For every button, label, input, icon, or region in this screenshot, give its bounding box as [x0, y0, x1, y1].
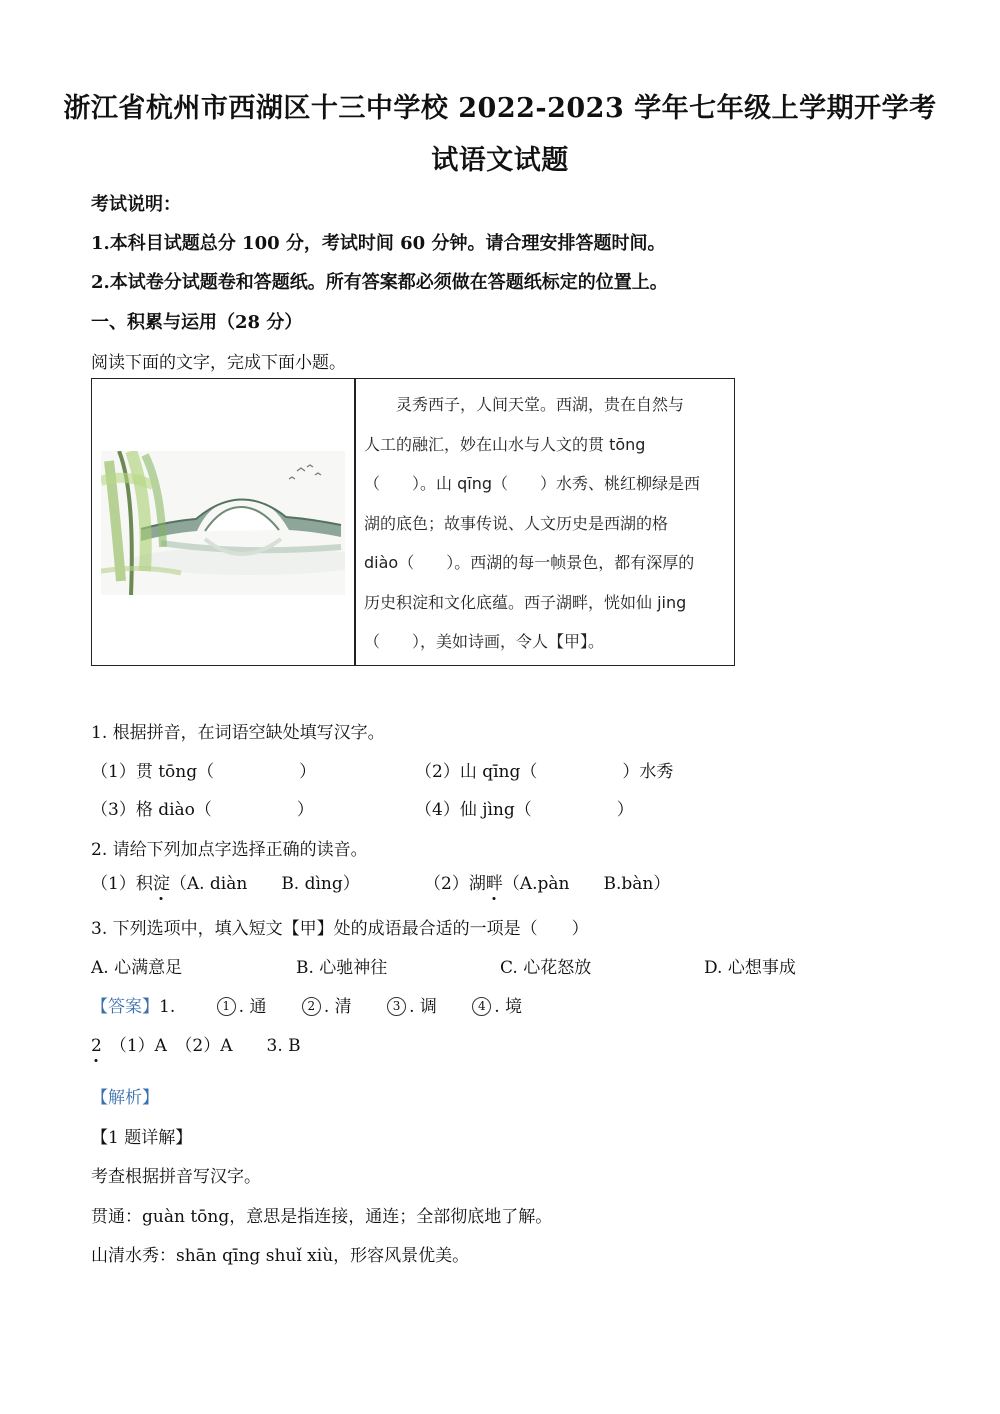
answer-value-1: . 通 — [238, 997, 267, 1017]
instruction-item-1: 1.本科目试题总分 100 分，考试时间 60 分钟。请合理安排答题时间。 — [91, 233, 666, 254]
answer-circle-3: 3 — [387, 997, 406, 1016]
passage-line: 湖的底色；故事传说、人文历史是西湖的格 — [364, 513, 669, 533]
passage-line: 历史积淀和文化底蕴。西子湖畔，恍如仙 jing — [364, 592, 687, 612]
answer-line2-text: （1）A （2）A 3. B — [109, 1036, 301, 1056]
passage-line: diào（ ）。西湖的每一帧景色，都有深厚的 — [364, 553, 695, 572]
passage-line: （ ），美如诗画，令人【甲】。 — [364, 632, 605, 651]
section1-intro: 阅读下面的文字，完成下面小题。 — [91, 353, 346, 373]
question-1-item-4: （4）仙 jìng（ ） — [415, 800, 634, 820]
question-1-stem: 1. 根据拼音，在词语空缺处填写汉字。 — [91, 723, 385, 743]
document-title-line1: 浙江省杭州市西湖区十三中学校 2022-2023 学年七年级上学期开学考 — [63, 93, 937, 124]
passage-text — [364, 393, 724, 670]
answer-line-2 — [91, 1031, 301, 1056]
answer-line2-number: 2 — [91, 1036, 102, 1056]
analysis-paragraph-2: 贯通：guàn tōng，意思是指连接，通连；全部彻底地了解。 — [91, 1207, 553, 1227]
passage-line: 人工的融汇，妙在山水与人文的贯 tōng — [364, 434, 646, 454]
passage-divider — [354, 379, 356, 665]
instructions-heading: 考试说明： — [91, 194, 181, 215]
question-1-item-3: （3）格 diào（ ） — [91, 800, 314, 820]
question-3-option-b: B. 心驰神往 — [296, 958, 388, 978]
answer-circle-1: 1 — [217, 997, 236, 1016]
answer-value-4: . 境 — [494, 997, 523, 1017]
answer-circle-4: 4 — [472, 997, 491, 1016]
question-3-option-c: C. 心花怒放 — [500, 958, 592, 978]
q2-item1-dotted-char: 淀 — [152, 874, 170, 894]
document-title-line2: 试语文试题 — [431, 145, 569, 176]
q2-item2-options: （A.pàn B.bàn） — [502, 874, 671, 894]
question-1-item-1: （1）贯 tōng（ ） — [91, 762, 317, 782]
answer-value-2: . 清 — [323, 997, 352, 1017]
analysis-subheading-1: 【1 题详解】 — [91, 1128, 193, 1148]
answer-circle-2: 2 — [302, 997, 321, 1016]
answer-value-3: . 调 — [409, 997, 437, 1017]
q2-item2-dotted-char: 畔 — [485, 874, 503, 894]
passage-line: （ ）。山 qīng（ ）水秀、桃红柳绿是西 — [364, 474, 700, 493]
answer-prefix: 1. — [159, 997, 176, 1017]
q2-item1-prefix: （1）积 — [91, 874, 153, 894]
analysis-paragraph-3: 山清水秀：shān qīng shuǐ xiù，形容风景优美。 — [91, 1246, 470, 1266]
question-2-stem: 2. 请给下列加点字选择正确的读音。 — [91, 840, 368, 860]
answer-label: 【答案】 — [91, 997, 159, 1017]
question-2-item-2 — [424, 869, 670, 894]
question-2-item-1 — [91, 869, 360, 894]
question-1-item-2: （2）山 qīng（ ）水秀 — [415, 762, 674, 782]
analysis-label: 【解析】 — [91, 1088, 159, 1108]
west-lake-bridge-picture — [101, 451, 345, 595]
question-3-stem: 3. 下列选项中，填入短文【甲】处的成语最合适的一项是（ ） — [91, 919, 589, 939]
instruction-item-2: 2.本试卷分试题卷和答题纸。所有答案都必须做在答题纸标定的位置上。 — [91, 272, 668, 293]
q2-item1-options: （A. diàn B. dìng） — [169, 874, 360, 894]
question-3-option-a: A. 心满意足 — [91, 958, 183, 978]
answer-line-1 — [91, 992, 522, 1017]
question-3-option-d: D. 心想事成 — [704, 958, 796, 978]
passage-table — [91, 378, 735, 666]
passage-line: 灵秀西子，人间天堂。西湖，贵在自然与 — [364, 395, 685, 414]
analysis-paragraph-1: 考查根据拼音写汉字。 — [91, 1167, 261, 1187]
q2-item2-prefix: （2）湖 — [424, 874, 486, 894]
section1-heading: 一、积累与运用（28 分） — [91, 312, 303, 333]
